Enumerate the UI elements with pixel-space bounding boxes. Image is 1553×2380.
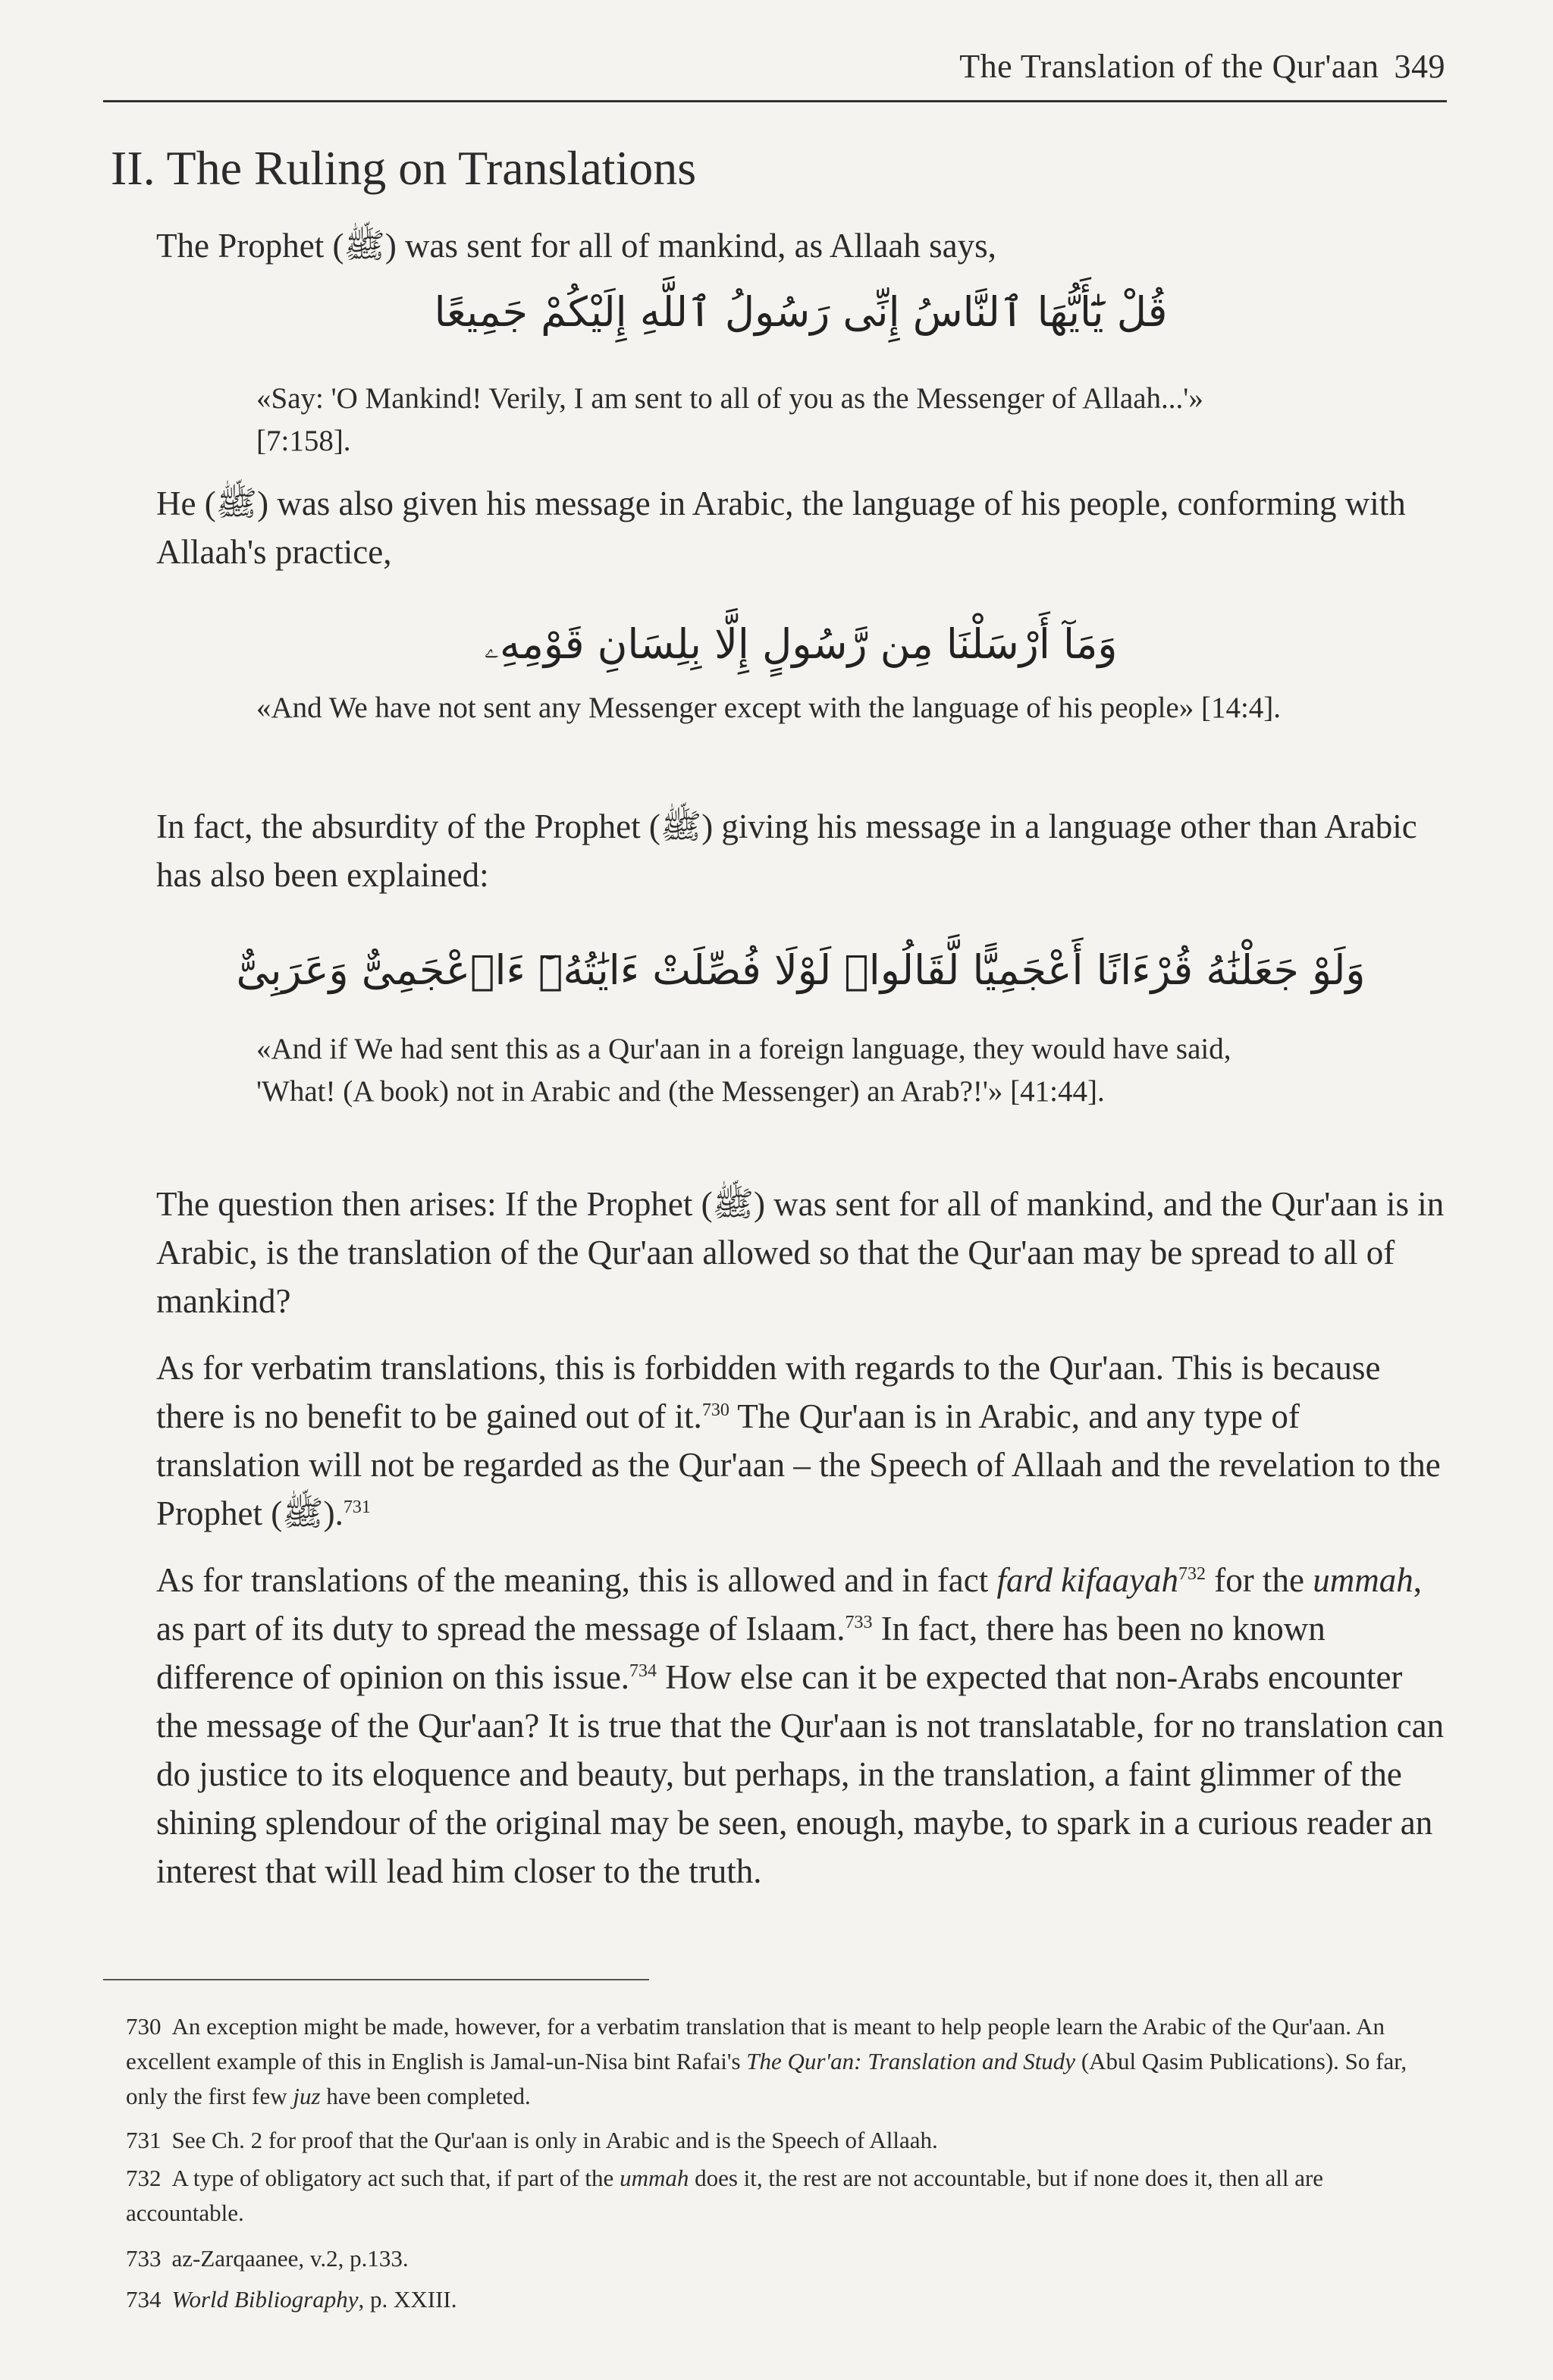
paragraph-2: He (ﷺ) was also given his message in Arabic, the language of his people, conforming with Allaah's practice, bbox=[156, 484, 1406, 571]
paragraph-5-text-a: As for verbatim translations, this is forbidden with regards to the Qur'aan. This is because there is no benefit to be gained out of it. bbox=[156, 1349, 1381, 1435]
footnote-text: A type of obligatory act such that, if part of the bbox=[171, 2165, 620, 2191]
footnote-734 bbox=[126, 2282, 1445, 2317]
quote-3: «And if We had sent this as a Qur'aan in a foreign language, they would have said, 'What! (A book) not in Arabic and (the Messenger) an Arab?!'» [41:44]. bbox=[256, 1033, 1231, 1108]
footnote-number: 732 bbox=[126, 2165, 162, 2191]
footnote-number: 730 bbox=[126, 2013, 162, 2040]
footnote-number: 731 bbox=[126, 2127, 162, 2153]
footnote-text: does it, the rest are not accountable, but if none does it, then all are accountable. bbox=[126, 2165, 1324, 2226]
footnote-731 bbox=[126, 2123, 1445, 2158]
footnote-book-title: World Bibliography bbox=[171, 2286, 359, 2313]
footnote-number: 734 bbox=[126, 2286, 162, 2313]
term-ummah: ummah bbox=[1313, 1561, 1413, 1599]
footnote-text: See Ch. 2 for proof that the Qur'aan is only in Arabic and is the Speech of Allaah. bbox=[171, 2127, 938, 2153]
footnote-term: juz bbox=[293, 2083, 321, 2109]
footnote-text: An exception might be made, however, for a verbatim translation that is meant to help people learn the Arabic of the Qur'aan. An excellent example of this in English is Jamal-un-Nisa bint Rafai's bbox=[126, 2013, 1385, 2074]
footnote-732 bbox=[126, 2161, 1445, 2231]
footnote-number: 733 bbox=[126, 2245, 162, 2272]
quote-2: «And We have not sent any Messenger except with the language of his people» [14:4]. bbox=[256, 691, 1282, 724]
paragraph-3: In fact, the absurdity of the Prophet (ﷺ) giving his message in a language other than Arabic has also been explained: bbox=[156, 807, 1417, 894]
paragraph-4: The question then arises: If the Prophet (ﷺ) was sent for all of mankind, and the Qur'aan is in Arabic, is the translation of the Qur'aan allowed so that the Qur'aan may be spread to all of mankind? bbox=[156, 1185, 1445, 1320]
paragraph-5-text-b: The Qur'aan is in Arabic, and any type of translation will not be regarded as the Qur'aan – the Speech of Allaah and the revelation to the Prophet (ﷺ). bbox=[156, 1397, 1441, 1532]
footnote-text: (Abul Qasim Publications). So far, only the first few bbox=[126, 2048, 1407, 2109]
footnote-ref-733[interactable]: 733 bbox=[845, 1613, 873, 1632]
paragraph-6-text-c: , as part of its duty to spread the message of Islaam. bbox=[156, 1561, 1422, 1648]
footnote-ref-732[interactable]: 732 bbox=[1178, 1564, 1206, 1584]
paragraph-1: The Prophet (ﷺ) was sent for all of mankind, as Allaah says, bbox=[156, 227, 996, 265]
header-rule bbox=[103, 100, 1447, 102]
paragraph-5 bbox=[156, 1344, 1445, 1538]
paragraph-6-text-e: How else can it be expected that non-Arabs encounter the message of the Qur'aan? It is true that the Qur'aan is not translatable, for no translation can do justice to its eloquence and beauty, but perhaps, in the translation, a faint glimmer of the shining splendour of the original may be seen, enough, maybe, to spark in a curious reader an interest that will lead him closer to the truth. bbox=[156, 1658, 1445, 1890]
footnote-rule bbox=[103, 1979, 649, 1980]
footnote-733 bbox=[126, 2241, 1445, 2276]
footnote-ref-734[interactable]: 734 bbox=[629, 1661, 657, 1681]
quote-1: «Say: 'O Mankind! Verily, I am sent to all of you as the Messenger of Allaah...'» [7:158]. bbox=[256, 382, 1203, 457]
running-title: The Translation of the Qur'aan bbox=[959, 48, 1379, 85]
footnote-ref-731[interactable]: 731 bbox=[343, 1497, 371, 1517]
running-header bbox=[103, 47, 1445, 86]
paragraph-6-text-d: In fact, there has been no known difference of opinion on this issue. bbox=[156, 1610, 1326, 1696]
footnote-ref-730[interactable]: 730 bbox=[701, 1400, 729, 1420]
arabic-verse-1: قُلْ يَٰٓأَيُّهَا ٱلنَّاسُ إِنِّى رَسُولُ ٱللَّهِ إِلَيْكُمْ جَمِيعًا bbox=[434, 288, 1168, 336]
footnote-730 bbox=[126, 2009, 1445, 2114]
paragraph-6 bbox=[156, 1556, 1445, 1896]
arabic-verse-3: وَلَوْ جَعَلْنَٰهُ قُرْءَانًا أَعْجَمِيًّا لَّقَالُوا۟ لَوْلَا فُصِّلَتْ ءَايَٰتُهُۥٓ ءَا۬عْجَمِىٌّ وَعَرَبِىٌّ bbox=[236, 946, 1366, 994]
section-title: II. The Ruling on Translations bbox=[111, 141, 697, 195]
paragraph-6-text-b: for the bbox=[1206, 1561, 1313, 1599]
footnote-text: az-Zarqaanee, v.2, p.133. bbox=[171, 2245, 409, 2272]
term-fard-kifaayah: fard kifaayah bbox=[996, 1561, 1179, 1599]
paragraph-6-text-a: As for translations of the meaning, this is allowed and in fact bbox=[156, 1561, 997, 1599]
footnote-book-title: The Qur'an: Translation and Study bbox=[746, 2048, 1076, 2074]
footnote-term: ummah bbox=[620, 2165, 689, 2191]
footnote-text: have been completed. bbox=[320, 2083, 531, 2109]
arabic-verse-2: وَمَآ أَرْسَلْنَا مِن رَّسُولٍ إِلَّا بِلِسَانِ قَوْمِهِۦ bbox=[484, 620, 1118, 668]
page-number: 349 bbox=[1394, 48, 1445, 85]
footnote-text: , p. XXIII. bbox=[358, 2286, 457, 2313]
